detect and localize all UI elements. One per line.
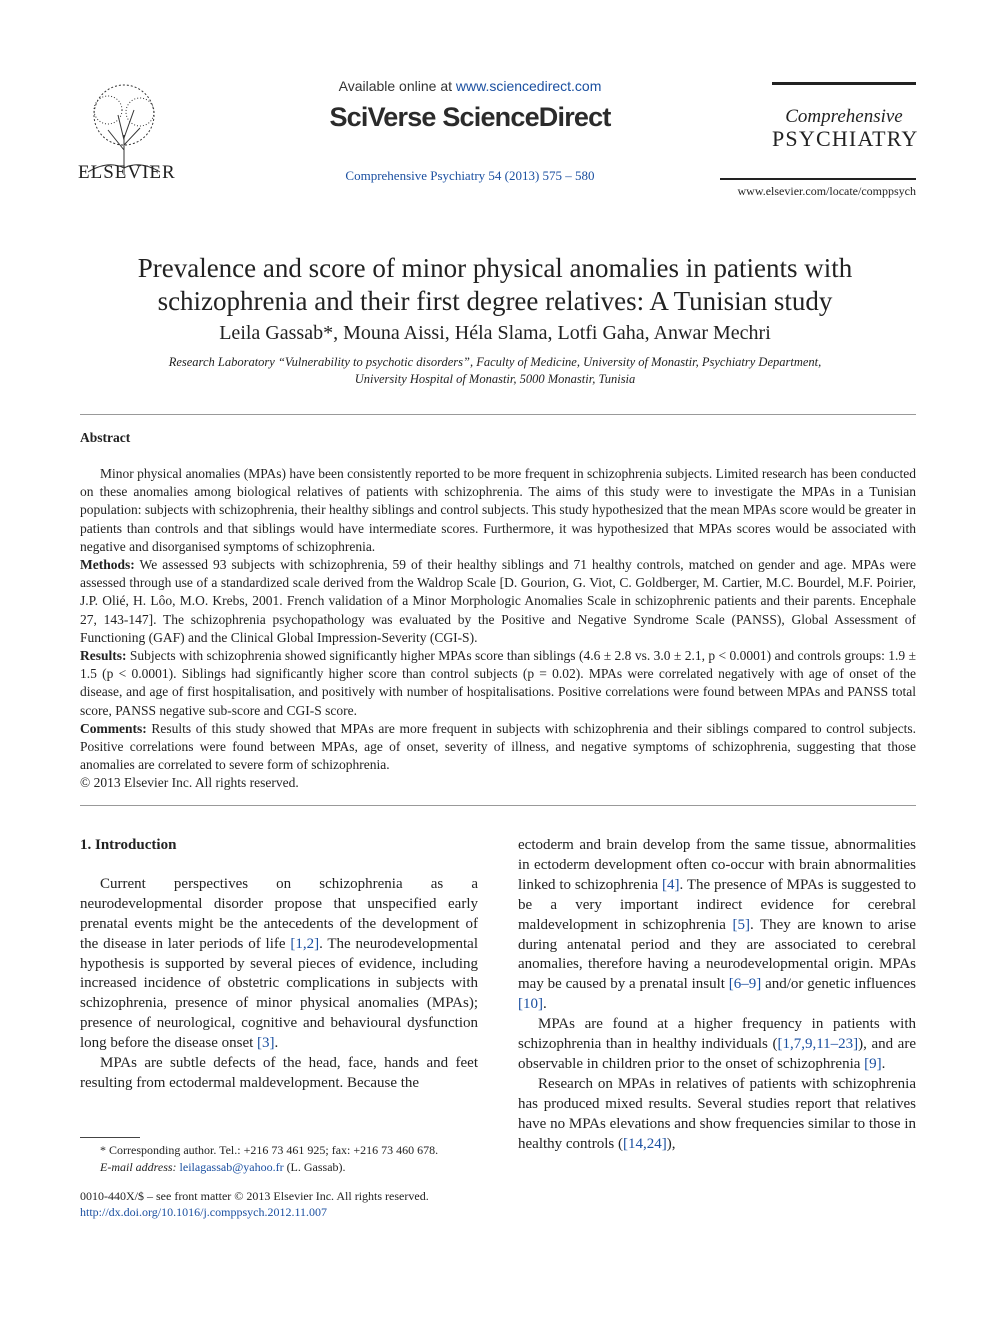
abstract-heading: Abstract: [80, 430, 131, 445]
journal-rule-top: [772, 82, 916, 85]
journal-rule-bottom: [720, 178, 916, 180]
journal-citation[interactable]: Comprehensive Psychiatry 54 (2013) 575 – 580: [345, 168, 595, 183]
journal-name-line1: Comprehensive: [785, 106, 903, 127]
comments-label: Comments:: [80, 720, 147, 736]
text-run: . The presence of MPAs is suggested to be a very important indirect evidence for cerebral maldevelopment in schizophrenia: [518, 876, 916, 933]
available-prefix: Available online at: [338, 78, 456, 94]
abstract-copyright: © 2013 Elsevier Inc. All rights reserved.: [80, 775, 299, 791]
section-heading: 1. Introduction: [80, 837, 177, 853]
reference-link[interactable]: [3]: [257, 1035, 275, 1052]
intro-paragraph-3: [518, 836, 916, 1015]
intro-paragraph-1: [80, 875, 478, 1054]
affiliation-line1: Research Laboratory “Vulnerability to psychotic disorders”, Faculty of Medicine, University of Monastir, Psychiatry Department,: [168, 355, 822, 369]
intro-paragraph-4: [518, 1015, 916, 1075]
methods-label: Methods:: [80, 557, 135, 573]
text-run: ),: [666, 1135, 676, 1152]
abstract-intro: Minor physical anomalies (MPAs) have been consistently reported to be more frequent in schizophrenia subjects. Limited research has been conducted on these anomalies among biological relatives of patients with schizophrenia. The aims of this study were to investigate the MPAs in a Tunisian population: subjects with schizophrenia, their healthy siblings and control subjects. This study hypothesized that the mean MPAs score would be greater in patients than controls and that siblings would have intermediate scores. Furthermore, it was hypothesized that MPAs scores would be associated with negative and disorganised symptoms of schizophrenia.: [80, 466, 916, 554]
reference-link[interactable]: [9]: [864, 1055, 882, 1072]
email-label: E-mail address:: [100, 1160, 180, 1174]
journal-url[interactable]: www.elsevier.com/locate/comppsych: [737, 184, 916, 198]
text-run: Research on MPAs in relatives of patients with schizophrenia has produced mixed results. Several studies report that relatives have no MPAs elevations and show frequencies similar to those in healthy controls (: [518, 1075, 916, 1152]
results-text: Subjects with schizophrenia showed significantly higher MPAs score than siblings (4.6 ± 2.8 vs. 3.0 ± 2.1, p < 0.0001) and controls groups: 1.9 ± 1.5 (p < 0.0001). Siblings had significantly higher score than control subjects (p = 0.02). MPAs were correlated negatively with age of onset of the disease, and age of first hospitalisation, and positively with number of hospitalisations. Positive correlations were found between MPAs and PANSS total score, PANSS negative sub-score and CGI-S score.: [80, 648, 916, 718]
abstract-results: [80, 647, 916, 720]
intro-paragraph-5: [518, 1075, 916, 1155]
text-run: and/or genetic influences: [761, 976, 916, 993]
text-run: . They are known to arise during antenatal period and they are associated to cerebral anomalies, therefore having a neurodevelopmental origin. MPAs may be caused by a prenatal insult: [518, 916, 916, 993]
platform-name: SciVerse ScienceDirect: [329, 102, 611, 132]
affiliation: [120, 354, 870, 388]
reference-link[interactable]: [14,24]: [622, 1135, 667, 1152]
author-list: Leila Gassab*, Mouna Aissi, Héla Slama, Lotfi Gaha, Anwar Mechri: [219, 322, 771, 344]
comments-text: Results of this study showed that MPAs are more frequent in subjects with schizophrenia and their siblings compared to control subjects. Positive correlations were found between MPAs, age of onset, severity of illness, and negative symptoms of schizophrenia, suggesting that those anomalies are correlated to severe form of schizophrenia.: [80, 720, 916, 773]
affiliation-line2: University Hospital of Monastir, 5000 Monastir, Tunisia: [354, 372, 636, 386]
results-label: Results:: [80, 648, 127, 664]
abstract-body: [80, 465, 916, 793]
email-link[interactable]: leilagassab@yahoo.fr: [179, 1160, 284, 1174]
available-online-line: [300, 78, 640, 94]
footnote-rule: [80, 1137, 140, 1138]
front-matter-text: 0010-440X/$ – see front matter © 2013 Elsevier Inc. All rights reserved.: [80, 1189, 429, 1203]
text-run: MPAs are found at a higher frequency in patients with schizophrenia than in healthy individuals (: [518, 1016, 916, 1053]
abstract-comments: [80, 720, 916, 775]
text-run: .: [881, 1055, 886, 1072]
corresponding-author: * Corresponding author. Tel.: +216 73 461 925; fax: +216 73 460 678.: [100, 1143, 439, 1157]
journal-name-line2: PSYCHIATRY: [772, 126, 919, 151]
text-run: Current perspectives on schizophrenia as a neurodevelopmental disorder propose that unspecified early prenatal events might be the antecedents of the development of the disease in later periods of life: [80, 875, 478, 952]
doi-link[interactable]: http://dx.doi.org/10.1016/j.comppsych.2012.11.007: [80, 1205, 327, 1219]
divider-bottom: [80, 805, 916, 806]
abstract-methods: [80, 556, 916, 647]
reference-link[interactable]: [4]: [662, 876, 680, 893]
footnote: [80, 1142, 480, 1176]
reference-link[interactable]: [1,7,9,11–23]: [777, 1036, 859, 1053]
email-line: [80, 1159, 480, 1176]
publisher-name: ELSEVIER: [78, 162, 176, 183]
sciencedirect-link[interactable]: www.sciencedirect.com: [455, 78, 602, 94]
text-run: ectoderm and brain develop from the same tissue, abnormalities in ectoderm development often co-occur with brain abnormalities linked to schizophrenia: [518, 837, 916, 893]
text-run: ), and are observable in children prior to the onset of schizophrenia: [518, 1036, 916, 1072]
divider-top: [80, 414, 916, 415]
front-matter: [80, 1188, 500, 1220]
intro-paragraph-2: MPAs are subtle defects of the head, face, hands and feet resulting from ectodermal maldevelopment. Because the: [80, 1055, 478, 1091]
article-title: Prevalence and score of minor physical anomalies in patients with schizophrenia and their first degree relatives: A Tunisian study: [137, 253, 853, 316]
left-column: [80, 836, 478, 1094]
reference-link[interactable]: [10]: [518, 996, 543, 1013]
text-run: . The neurodevelopmental hypothesis is supported by several pieces of evidence, including increased incidence of obstetric complications in subjects with schizophrenia, presence of minor physical anomalies (MPAs); presence of neurological, cognitive and behavioural dysfunction long before the disease onset: [80, 935, 478, 1052]
text-run: .: [274, 1035, 279, 1052]
reference-link[interactable]: [5]: [732, 916, 750, 933]
reference-link[interactable]: [1,2]: [290, 935, 320, 952]
text-run: .: [543, 996, 547, 1013]
methods-text: We assessed 93 subjects with schizophrenia, 59 of their healthy siblings and 71 healthy controls, matched on gender and age. MPAs were assessed through use of a standardized scale derived from the Waldrop Scale [D. Gourion, G. Viot, C. Goldberger, M. Cartier, M.C. Bourdel, M.F. Poirier, J.P. Olié, H. Lôo, M.O. Krebs, 2001. French validation of a Minor Morphologic Anomalies Scale in schizophrenic patients and their parents. Encephale 27, 143-147]. The schizophrenia psychopathology was evaluated by the Positive and Negative Syndrome Scale (PANSS), Global Assessment of Functioning (GAF) and the Clinical Global Impression-Severity (CGI-S).: [80, 557, 916, 645]
reference-link[interactable]: [6–9]: [728, 976, 762, 993]
email-suffix: (L. Gassab).: [283, 1160, 346, 1174]
right-column: [518, 836, 916, 1155]
